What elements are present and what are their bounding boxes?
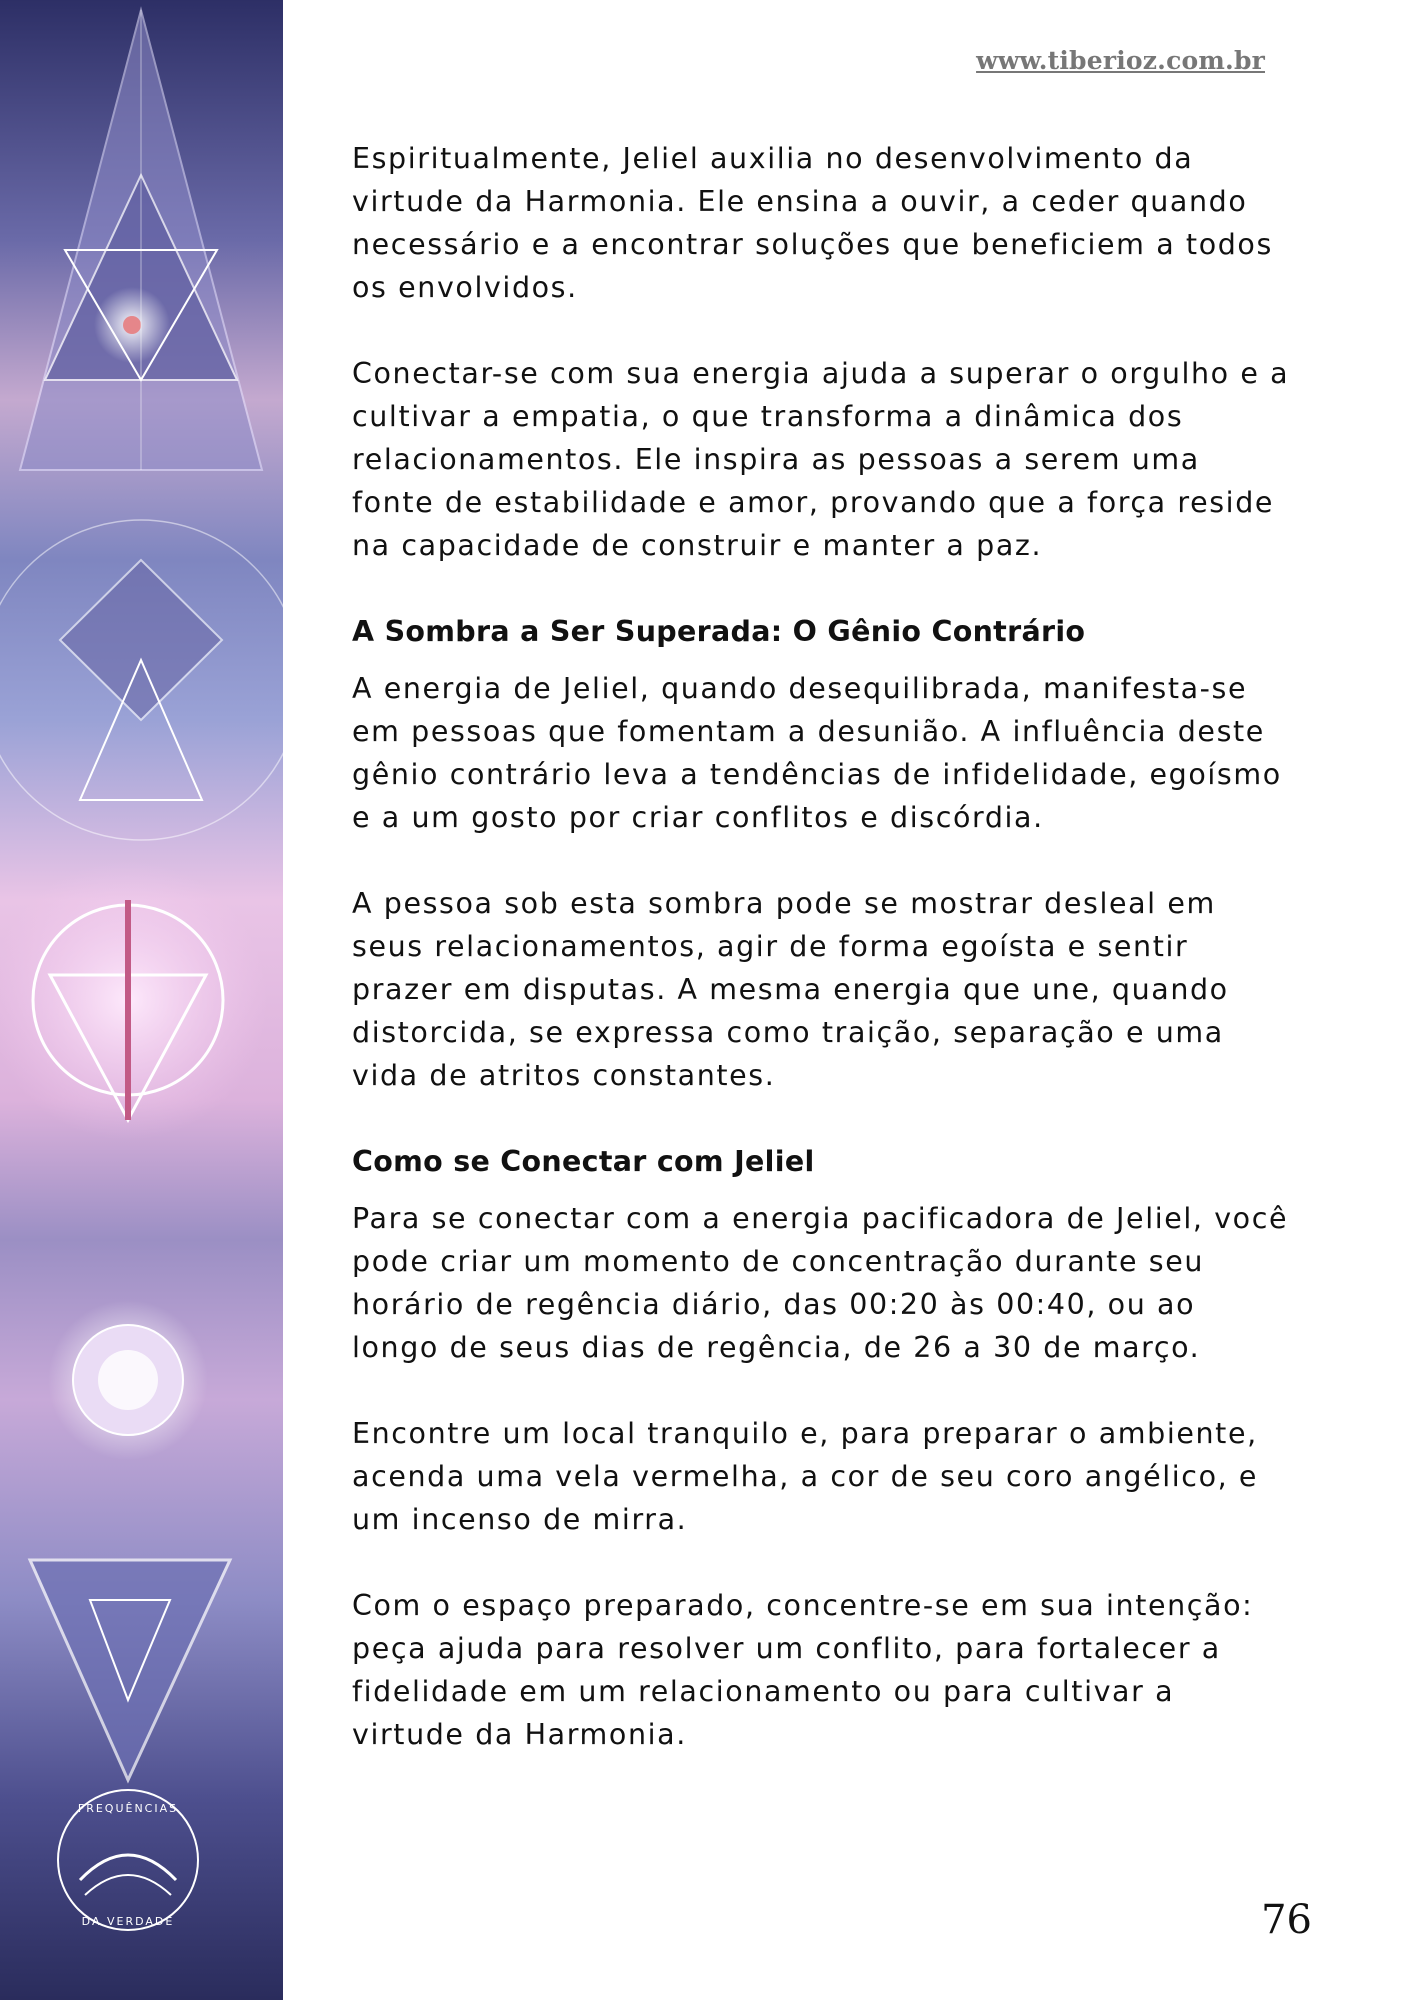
logo-text-top: FREQUÊNCIAS <box>77 1802 179 1815</box>
paragraph-7: Com o espaço preparado, concentre-se em sua intenção: peça ajuda para resolver um conflito, para fortalecer a fidelidade em um relacionamento ou para cultivar a virtude da Harmonia. <box>352 1589 1254 1751</box>
paragraph-6: Encontre um local tranquilo e, para preparar o ambiente, acenda uma vela vermelha, a cor de seu coro angélico, e um incenso de mirra. <box>352 1417 1259 1536</box>
paragraph-3: A energia de Jeliel, quando desequilibrada, manifesta-se em pessoas que fomentam a desunião. A influência deste gênio contrário leva a tendências de infidelidade, egoísmo e a um gosto por criar conflitos e discórdia. <box>352 672 1282 834</box>
paragraph-4: A pessoa sob esta sombra pode se mostrar desleal em seus relacionamentos, agir de forma egoísta e sentir prazer em disputas. A mesma energia que une, quando distorcida, se expressa como traição, separação e uma vida de atritos constantes. <box>352 887 1229 1092</box>
paragraph-1: Espiritualmente, Jeliel auxilia no desenvolvimento da virtude da Harmonia. Ele ensina a ouvir, a ceder quando necessário e a encontrar soluções que beneficiem a todos os envolvidos. <box>352 142 1273 304</box>
paragraph-2: Conectar-se com sua energia ajuda a superar o orgulho e a cultivar a empatia, o que transforma a dinâmica dos relacionamentos. Ele inspira as pessoas a serem uma fonte de estabilidade e amor, provando que a força reside na capacidade de construir e manter a paz. <box>352 357 1290 562</box>
section-heading-shadow: A Sombra a Ser Superada: O Gênio Contrário <box>352 615 1086 648</box>
page-content <box>352 137 1292 1799</box>
sacred-geometry-art <box>0 0 283 2000</box>
site-url-link[interactable]: www.tiberioz.com.br <box>976 46 1265 75</box>
section-heading-connect: Como se Conectar com Jeliel <box>352 1145 815 1178</box>
page-number: 76 <box>1261 1897 1312 1943</box>
paragraph-5: Para se conectar com a energia pacificadora de Jeliel, você pode criar um momento de concentração durante seu horário de regência diário, das 00:20 às 00:40, ou ao longo de seus dias de regência, de 26 a 30 de março. <box>352 1202 1289 1364</box>
decorative-banner <box>0 0 283 2000</box>
logo-text-bottom: DA VERDADE <box>81 1915 175 1928</box>
